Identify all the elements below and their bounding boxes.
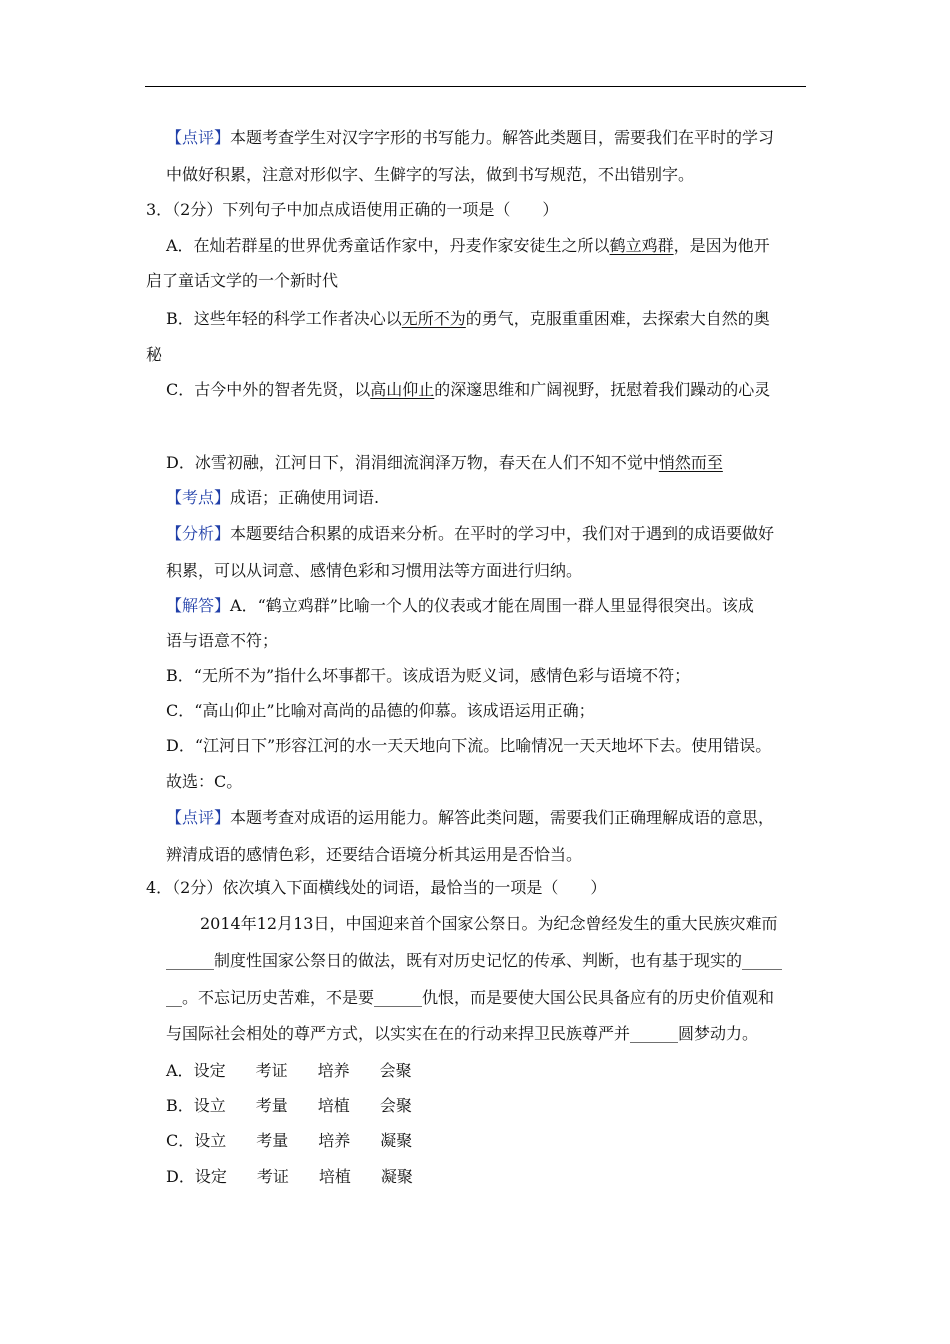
jieda-line: 【解答】A．“鹤立鸡群”比喻一个人的仪表或才能在周围一群人里显得很突出。该成 <box>166 596 754 615</box>
fenxi-line: 【分析】本题要结合积累的成语来分析。在平时的学习中，我们对于遇到的成语要做好 <box>166 524 775 543</box>
dianping-line: 【点评】本题考查对成语的运用能力。解答此类问题，需要我们正确理解成语的意思， <box>166 808 775 827</box>
comment-tag: 【点评】 <box>166 128 231 147</box>
jieda-line: 故选：C。 <box>166 772 243 791</box>
jieda-tag: 【解答】 <box>166 596 231 615</box>
question-4-stem: 4．（2分）依次填入下面横线处的词语，最恰当的一项是（ ） <box>146 878 607 897</box>
jieda-line: C．“高山仰止”比喻对高尚的品德的仰慕。该成语运用正确； <box>166 701 595 720</box>
option-d: D．设定 考证 培植 凝聚 <box>166 1167 413 1186</box>
idiom-underlined: 鹤立鸡群 <box>609 236 674 255</box>
idiom-underlined: 高山仰止 <box>370 380 435 399</box>
jieda-line: B．“无所不为”指什么坏事都干。该成语为贬义词，感情色彩与语境不符； <box>166 666 691 685</box>
fenxi-line: 积累，可以从词意、感情色彩和习惯用法等方面进行归纳。 <box>166 561 583 580</box>
passage-line: 2014年12月13日，中国迎来首个国家公祭日。为纪念曾经发生的重大民族灾难而 <box>200 914 778 933</box>
passage-line: 与国际社会相处的尊严方式，以实实在在的行动来捍卫民族尊严并______圆梦动力。 <box>166 1024 759 1043</box>
comment-line: 中做好积累，注意对形似字、生僻字的写法，做到书写规范，不出错别字。 <box>166 165 695 184</box>
jieda-line: 语与语意不符； <box>166 631 279 650</box>
idiom-underlined: 悄然而至 <box>658 453 723 472</box>
comment-line: 【点评】本题考查学生对汉字字形的书写能力。解答此类题目，需要我们在平时的学习 <box>166 128 775 147</box>
kaodian-tag: 【考点】 <box>166 488 231 507</box>
passage-line: __。不忘记历史苦难，不是要______仇恨，而是要使大国公民具备应有的历史价值观和 <box>166 988 775 1007</box>
option-c: C．设立 考量 培养 凝聚 <box>166 1131 413 1150</box>
jieda-line: D．“江河日下”形容江河的水一天天地向下流。比喻情况一天天地坏下去。使用错误。 <box>166 736 772 755</box>
option-a-cont: 启了童话文学的一个新时代 <box>146 271 339 290</box>
option-b-cont: 秘 <box>146 345 163 364</box>
option-d: D．冰雪初融，江河日下，涓涓细流润泽万物，春天在人们不知不觉中悄然而至 <box>166 453 723 472</box>
option-b: B．设立 考量 培植 会聚 <box>166 1096 412 1115</box>
option-b: B．这些年轻的科学工作者决心以无所不为的勇气，克服重重困难，去探索大自然的奥 <box>166 309 770 328</box>
option-c: C．古今中外的智者先贤，以高山仰止的深邃思维和广阔视野，抚慰着我们躁动的心灵 <box>166 380 771 399</box>
fenxi-tag: 【分析】 <box>166 524 231 543</box>
header-rule <box>145 86 806 87</box>
dianping-tag: 【点评】 <box>166 808 231 827</box>
idiom-underlined: 无所不为 <box>401 309 466 328</box>
kaodian-line: 【考点】成语；正确使用词语. <box>166 488 380 507</box>
option-a: A．设定 考证 培养 会聚 <box>166 1061 412 1080</box>
passage-line: ______制度性国家公祭日的做法，既有对历史记忆的传承、判断，也有基于现实的_____ <box>166 951 783 970</box>
dianping-line: 辨清成语的感情色彩，还要结合语境分析其运用是否恰当。 <box>166 845 583 864</box>
option-a: A．在灿若群星的世界优秀童话作家中，丹麦作家安徒生之所以鹤立鸡群，是因为他开 <box>166 236 770 255</box>
question-3-stem: 3．（2分）下列句子中加点成语使用正确的一项是（ ） <box>146 200 559 219</box>
